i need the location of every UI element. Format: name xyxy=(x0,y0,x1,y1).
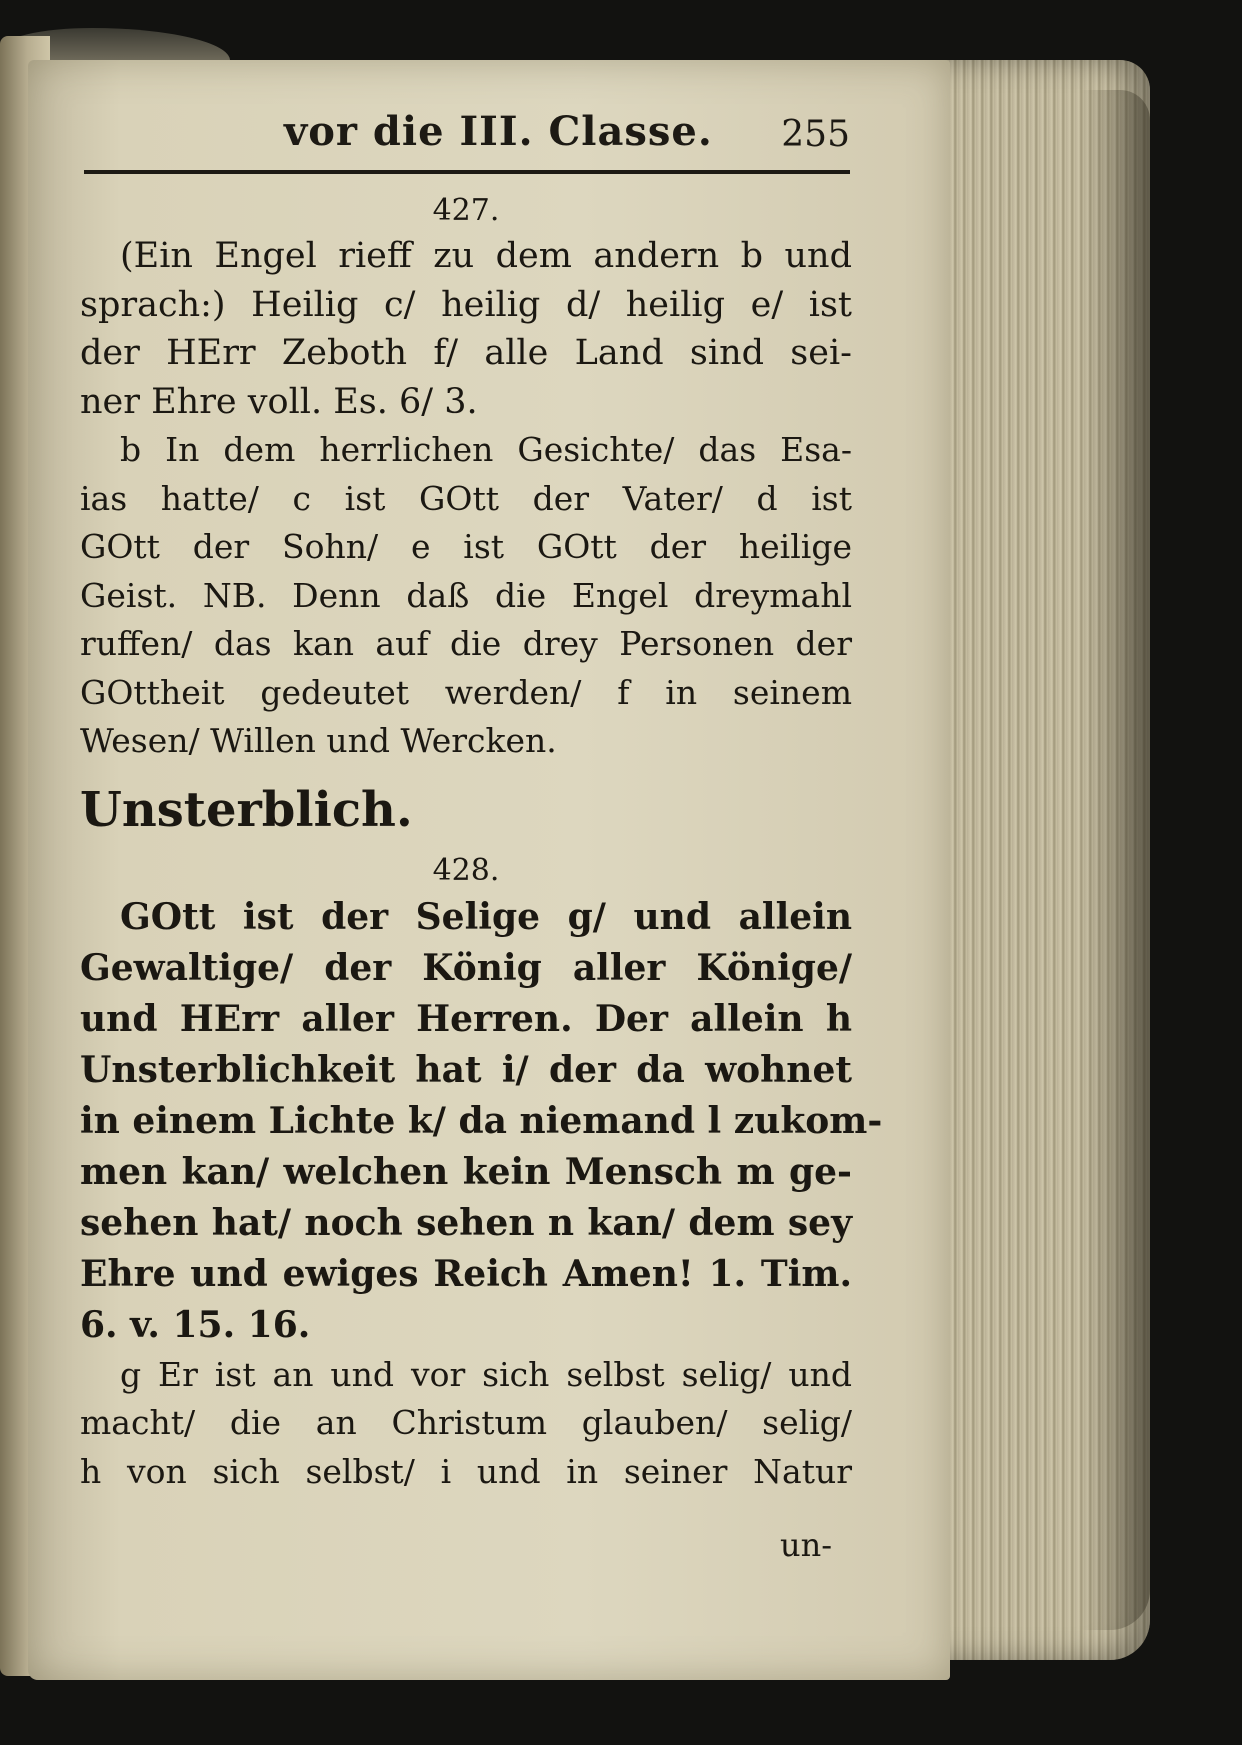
note-line: g Er ist an und vor sich selbst selig/ und xyxy=(120,1354,852,1394)
note-line: ias hatte/ c ist GOtt der Vater/ d ist xyxy=(80,478,852,518)
section-number-427: 427. xyxy=(432,193,500,228)
note-line: Wesen/ Willen und Wercken. xyxy=(80,721,557,760)
text-line: in einem Lichte k/ da niemand l zukom- xyxy=(80,1099,883,1142)
page-header xyxy=(84,108,850,166)
text-line: sprach:) Heilig c/ heilig d/ heilig e/ ist xyxy=(80,284,852,325)
note-line: ruffen/ das kan auf die drey Personen der xyxy=(80,624,852,663)
note-line: Geist. NB. Denn daß die Engel dreymahl xyxy=(80,575,852,615)
text-line: Unsterblichkeit hat i/ der da wohnet xyxy=(80,1048,852,1091)
note-line: GOttheit gedeutet werden/ f in seinem xyxy=(80,672,852,712)
page-edges-shadow xyxy=(1080,90,1150,1630)
section-heading: Unsterblich. xyxy=(80,781,413,838)
text-line: sehen hat/ noch sehen n kan/ dem sey xyxy=(80,1201,852,1244)
header-rule xyxy=(84,170,850,174)
text-line: Gewaltige/ der König aller Könige/ xyxy=(80,946,852,989)
text-line: und HErr aller Herren. Der allein h xyxy=(80,997,852,1040)
note-line: GOtt der Sohn/ e ist GOtt der heilige xyxy=(80,527,852,566)
section-number-428: 428. xyxy=(432,852,500,888)
text-line: GOtt ist der Selige g/ und allein xyxy=(120,895,852,938)
note-line: macht/ die an Christum glauben/ selig/ xyxy=(80,1403,852,1442)
text-line: 6. v. 15. 16. xyxy=(80,1303,311,1346)
running-head: vor die III. Classe. xyxy=(284,108,713,155)
text-line: Ehre und ewiges Reich Amen! 1. Tim. xyxy=(80,1252,852,1295)
text-line: ner Ehre voll. Es. 6/ 3. xyxy=(80,381,478,422)
text-line: (Ein Engel rieff zu dem andern b und xyxy=(120,236,852,276)
page-number: 255 xyxy=(781,114,850,155)
text-line: men kan/ welchen kein Mensch m ge- xyxy=(80,1150,852,1193)
note-line: b In dem herrlichen Gesichte/ das Esa- xyxy=(120,430,852,469)
catchword: un- xyxy=(780,1526,833,1564)
page-body xyxy=(80,190,883,1496)
text-line: der HErr Zeboth f/ alle Land sind sei- xyxy=(80,333,852,373)
note-line: h von sich selbst/ i und in seiner Natur xyxy=(80,1451,852,1491)
